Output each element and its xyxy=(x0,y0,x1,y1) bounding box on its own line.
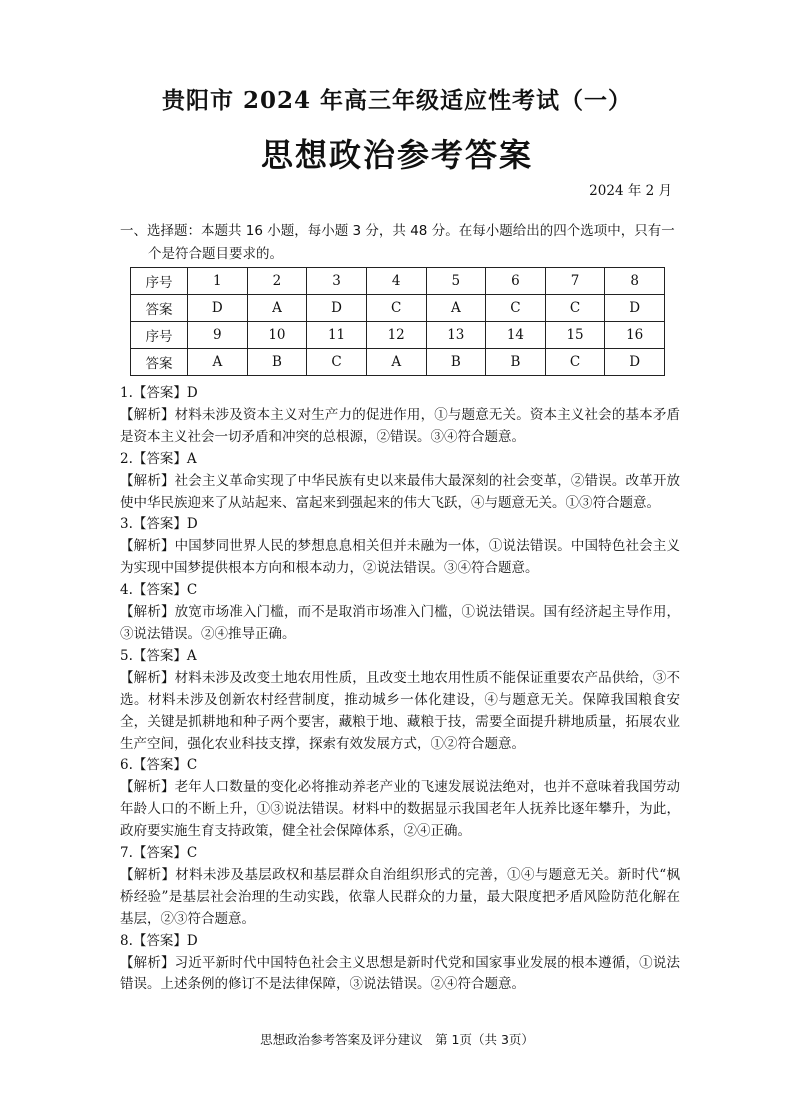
table-cell: B xyxy=(426,349,486,376)
table-cell: 1 xyxy=(188,268,248,295)
table-cell: C xyxy=(545,349,605,376)
question-answer: 5.【答案】A xyxy=(120,647,197,664)
table-cell: B xyxy=(486,349,546,376)
table-cell: 答案 xyxy=(131,349,188,376)
table-cell: C xyxy=(545,295,605,322)
section-instructions xyxy=(120,220,680,266)
table-row xyxy=(131,349,665,376)
table-cell: D xyxy=(605,295,665,322)
answer-explanations xyxy=(120,383,680,996)
table-cell: A xyxy=(366,349,426,376)
table-cell: C xyxy=(307,349,367,376)
question-analysis: 【解析】放宽市场准入门槛，而不是取消市场准入门槛，①说法错误。国有经济起主导作用，③说法错误。②④推导正确。 xyxy=(120,604,680,642)
table-cell: A xyxy=(247,295,307,322)
table-cell: 12 xyxy=(366,322,426,349)
question-analysis: 【解析】老年人口数量的变化必将推动养老产业的飞速发展说法绝对，也并不意味着我国劳动年龄人口的不断上升，①③说法错误。材料中的数据显示我国老年人抚养比逐年攀升，为此，政府要实施生育支持政策，健全社会保障体系，②④正确。 xyxy=(120,779,680,840)
question-answer: 1.【答案】D xyxy=(120,385,198,401)
table-cell: 7 xyxy=(545,268,605,295)
table-cell: D xyxy=(307,295,367,322)
subject-title: 思想政治参考答案 xyxy=(260,136,533,174)
table-cell: 答案 xyxy=(131,295,188,322)
table-cell: 16 xyxy=(605,322,665,349)
table-cell: 9 xyxy=(188,322,248,349)
exam-title: 贵阳市 2024 年高三年级适应性考试（一） xyxy=(161,87,633,114)
table-cell: 2 xyxy=(247,268,307,295)
question-analysis: 【解析】材料未涉及改变土地农用性质，且改变土地农用性质不能保证重要农产品供给，③不选。材料未涉及创新农村经营制度，推动城乡一体化建设，④与题意无关。保障我国粮食安全，关键是抓耕地和种子两个要害，藏粮于地、藏粮于技，需要全面提升耕地质量，拓展农业生产空间，强化农业科技支撑，探索有效发展方式，①②符合题意。 xyxy=(120,669,680,752)
table-row xyxy=(131,268,665,295)
table-cell: 13 xyxy=(426,322,486,349)
table-cell: 15 xyxy=(545,322,605,349)
table-cell: D xyxy=(605,349,665,376)
instructions-line-2: 个是符合题目要求的。 xyxy=(148,246,283,262)
table-cell: B xyxy=(247,349,307,376)
table-cell: D xyxy=(188,295,248,322)
table-cell: 6 xyxy=(486,268,546,295)
table-cell: 10 xyxy=(247,322,307,349)
table-cell: 4 xyxy=(366,268,426,295)
table-cell: 3 xyxy=(307,268,367,295)
instructions-line-1: 一、选择题：本题共 16 小题，每小题 3 分，共 48 分。在每小题给出的四个选项中，只有一 xyxy=(120,223,675,239)
question-analysis: 【解析】社会主义革命实现了中华民族有史以来最伟大最深刻的社会变革，②错误。改革开放使中华民族迎来了从站起来、富起来到强起来的伟大飞跃，④与题意无关。①③符合题意。 xyxy=(120,472,680,511)
question-analysis: 【解析】习近平新时代中国特色社会主义思想是新时代党和国家事业发展的根本遵循，①说法错误。上述条例的修订不是法律保障，③说法错误。②④符合题意。 xyxy=(120,954,680,993)
table-row xyxy=(131,295,665,322)
table-cell: C xyxy=(486,295,546,322)
question-answer: 2.【答案】A xyxy=(120,450,197,467)
answer-table xyxy=(130,267,665,376)
table-cell: 序号 xyxy=(131,268,188,295)
table-cell: 14 xyxy=(486,322,546,349)
table-cell: 8 xyxy=(605,268,665,295)
table-cell: C xyxy=(366,295,426,322)
question-answer: 3.【答案】D xyxy=(120,516,198,533)
table-cell: 11 xyxy=(307,322,367,349)
question-answer: 4.【答案】C xyxy=(120,582,198,599)
page-footer: 思想政治参考答案及评分建议 第 1页（共 3页） xyxy=(260,1032,534,1047)
table-cell: A xyxy=(426,295,486,322)
table-cell: 5 xyxy=(426,268,486,295)
question-answer: 6.【答案】C xyxy=(120,757,198,774)
table-row xyxy=(131,322,665,349)
question-analysis: 【解析】材料未涉及资本主义对生产力的促进作用，①与题意无关。资本主义社会的基本矛盾是资本主义社会一切矛盾和冲突的总根源，②错误。③④符合题意。 xyxy=(120,406,680,445)
exam-date: 2024 年 2 月 xyxy=(589,183,672,199)
question-analysis: 【解析】中国梦同世界人民的梦想息息相关但并未融为一体，①说法错误。中国特色社会主义为实现中国梦提供根本方向和根本动力，②说法错误。③④符合题意。 xyxy=(120,538,680,577)
question-analysis: 【解析】材料未涉及基层政权和基层群众自治组织形式的完善，①④与题意无关。新时代“枫桥经验”是基层社会治理的生动实践，依靠人民群众的力量，最大限度把矛盾风险防范化解在基层，②③符合题意。 xyxy=(120,866,680,927)
table-cell: 序号 xyxy=(131,322,188,349)
question-answer: 7.【答案】C xyxy=(120,845,198,862)
question-answer: 8.【答案】D xyxy=(120,932,198,949)
table-cell: A xyxy=(188,349,248,376)
